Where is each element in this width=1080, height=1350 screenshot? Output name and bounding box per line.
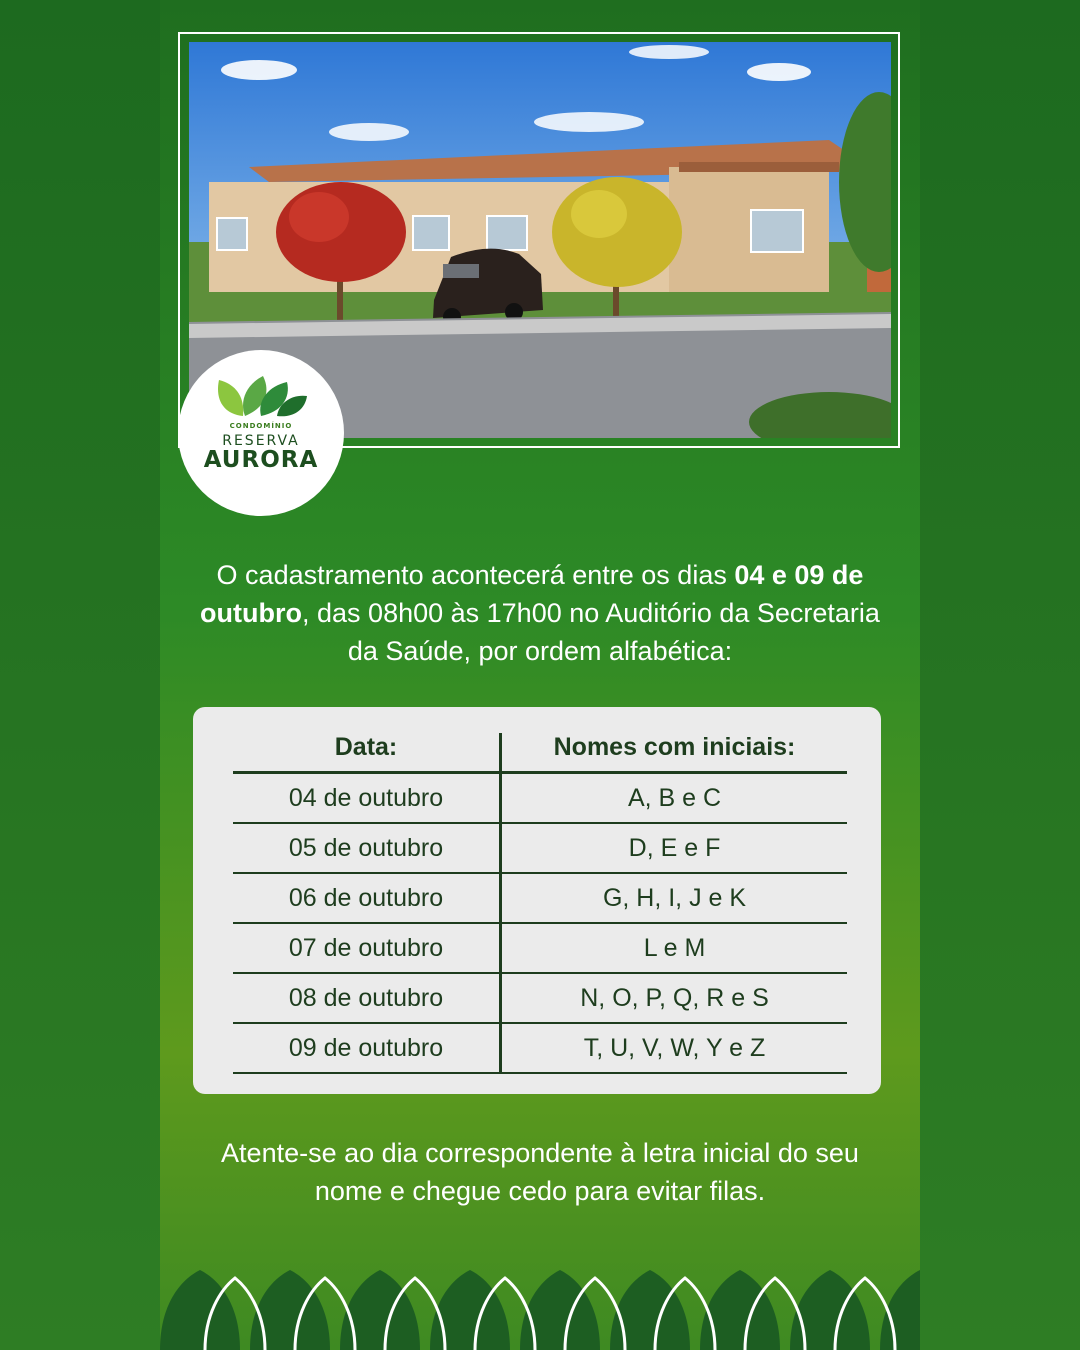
header-date: Data: xyxy=(233,733,501,773)
logo-badge xyxy=(178,350,344,516)
row-date: 08 de outubro xyxy=(233,973,501,1023)
row-date: 04 de outubro xyxy=(233,773,501,824)
row-date: 07 de outubro xyxy=(233,923,501,973)
row-initials: G, H, I, J e K xyxy=(501,873,848,923)
row-initials: N, O, P, Q, R e S xyxy=(501,973,848,1023)
header-initials: Nomes com iniciais: xyxy=(501,733,848,773)
schedule-card xyxy=(193,707,881,1094)
table-row xyxy=(233,823,847,873)
schedule-table xyxy=(233,733,847,1074)
table-row xyxy=(233,1023,847,1073)
row-initials: L e M xyxy=(501,923,848,973)
bottom-leaves-decoration xyxy=(160,1260,920,1350)
leaves-logo-icon xyxy=(213,374,309,418)
row-date: 09 de outubro xyxy=(233,1023,501,1073)
table-row xyxy=(233,973,847,1023)
row-initials: A, B e C xyxy=(501,773,848,824)
row-initials: D, E e F xyxy=(501,823,848,873)
intro-part2: , das 08h00 às 17h00 no Auditório da Secretaria da Saúde, por ordem alfabética: xyxy=(302,598,880,666)
intro-text xyxy=(200,556,880,670)
table-row xyxy=(233,923,847,973)
row-date: 05 de outubro xyxy=(233,823,501,873)
logo-kind: CONDOMÍNIO xyxy=(229,422,293,430)
row-date: 06 de outubro xyxy=(233,873,501,923)
table-header-row xyxy=(233,733,847,773)
table-row xyxy=(233,773,847,824)
intro-dates: 04 e 09 de outubro xyxy=(200,560,864,628)
intro-part1: O cadastramento acontecerá entre os dias xyxy=(216,560,735,590)
footer-text: Atente-se ao dia correspondente à letra inicial do seu nome e chegue cedo para evitar filas. xyxy=(221,1138,859,1206)
logo-name-line2: AURORA xyxy=(203,447,319,473)
row-initials: T, U, V, W, Y e Z xyxy=(501,1023,848,1073)
table-row xyxy=(233,873,847,923)
background-right xyxy=(920,0,1080,1350)
logo-name-line1: RESERVA xyxy=(222,433,300,449)
background-left xyxy=(0,0,160,1350)
